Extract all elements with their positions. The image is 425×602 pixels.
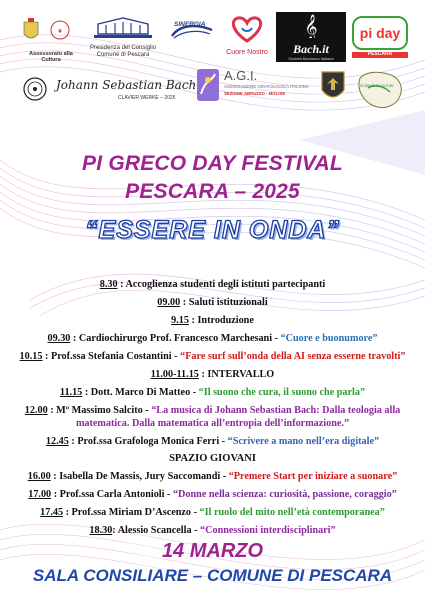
morning-schedule xyxy=(0,278,425,448)
sinergia-logo xyxy=(168,20,216,47)
agi-emblem-icon xyxy=(196,68,220,102)
presidenza-logo xyxy=(84,16,162,59)
giovani-row: 17.45 : Prof.ssa Miriam D’Ascenzo - “Il ruolo del mito nell’età contemporanea” xyxy=(40,507,385,518)
event-venue: SALA CONSILIARE – COMUNE DI PESCARA xyxy=(32,566,393,585)
giovani-row: 16.00 : Isabella De Massis, Jury Saccomandi - “Premere Start per iniziare a suonare” xyxy=(27,471,398,482)
spazio-giovani-title: SPAZIO GIOVANI xyxy=(169,453,256,464)
pi-day-label: pi day xyxy=(359,24,401,41)
map-label: SCIENZE DI FUTURI xyxy=(360,84,394,88)
monogram-icon xyxy=(22,76,48,102)
agi-logo xyxy=(196,66,312,106)
heart-icon xyxy=(222,14,272,44)
eagle-icon xyxy=(318,68,348,104)
schedule-row: 8.30 : Accoglienza studenti degli istituti partecipanti xyxy=(99,279,326,290)
crest-icon xyxy=(20,18,82,46)
presidenza-label-1: Presidenza del Consiglio xyxy=(89,45,157,51)
schedule-row: 10.15 : Prof.ssa Stefania Costantini - “Fare surf sull’onda della AI senza esserne travolti” xyxy=(19,351,406,362)
agi-line1: ASSOCIAZIONE GRAFOLOGICA ITALIANA xyxy=(224,84,309,89)
spazio-giovani-section xyxy=(0,452,425,537)
giovani-row: 18.30: Alessio Scancella - “Connessioni interdisciplinari” xyxy=(89,525,336,536)
bach-it-sub: Società Bachiana Italiana xyxy=(288,55,334,61)
region-map-icon xyxy=(354,68,408,112)
agi-line2: SEZIONE ABRUZZO - MOLISE xyxy=(224,91,286,96)
cuore-nostro-logo xyxy=(222,14,272,57)
bach-it-label: Bach.it xyxy=(293,42,329,56)
eagle-crest-logo xyxy=(318,68,348,104)
assessorato-label: Assessorato alla Cultura xyxy=(29,51,73,64)
festival-subtitle: PESCARA – 2025 xyxy=(125,180,300,203)
giovani-row: 17.00 : Prof.ssa Carla Antonioli - “Donne nella scienza: curiosità, passione, coraggio” xyxy=(28,489,397,500)
schedule-row: 09.00 : Saluti istituzionali xyxy=(157,297,268,308)
theme-title: “ESSERE IN ONDA” xyxy=(85,216,340,244)
assessorato-logo xyxy=(20,18,82,64)
bach-it-logo xyxy=(276,12,346,62)
treble-clef-icon xyxy=(276,12,346,38)
region-map-logo xyxy=(354,68,408,118)
schedule-row: 12.00 : Mº Massimo Salcito - “La musica di Johann Sebastian Bach: Dalla teologia alla xyxy=(24,405,401,416)
bach-signature: Johann Sebastian Bach xyxy=(56,78,197,92)
cuore-nostro-label: Cuore Nostro xyxy=(226,49,268,56)
pi-day-sub: PESCARA xyxy=(352,52,408,58)
bach-signature-logo xyxy=(22,76,202,106)
schedule-row: 12.45 : Prof.ssa Grafologa Monica Ferri - “Scrivere a mano nell’era digitale” xyxy=(45,436,380,447)
schedule-row: 11.15 : Dott. Marco Di Matteo - “Il suono che cura, il suono che parla” xyxy=(59,387,366,398)
svg-text:𝄞: 𝄞 xyxy=(304,15,318,38)
schedule-row-continued: matematica. Dalla matematica all’entropia dell’informazione.” xyxy=(75,418,350,429)
presidenza-label-2: Comune di Pescara xyxy=(96,51,150,58)
agi-title: A.G.I. xyxy=(224,68,258,83)
building-icon xyxy=(84,16,162,40)
event-date: 14 MARZO xyxy=(161,540,264,562)
clavier-werke-label: CLAVIER WERKE – 2025 xyxy=(118,95,176,101)
pi-day-logo xyxy=(352,16,408,58)
schedule-row: 09.30 : Cardiochirurgo Prof. Francesco Marchesani - “Cuore e buonumore” xyxy=(47,333,378,344)
svg-text:❦: ❦ xyxy=(57,29,63,35)
sinergia-label: SINERGIA xyxy=(174,21,206,28)
festival-title: PI GRECO DAY FESTIVAL xyxy=(82,152,343,175)
schedule-row: 11.00-11.15 : INTERVALLO xyxy=(150,369,275,380)
schedule-row: 9.15 : Introduzione xyxy=(171,315,254,326)
